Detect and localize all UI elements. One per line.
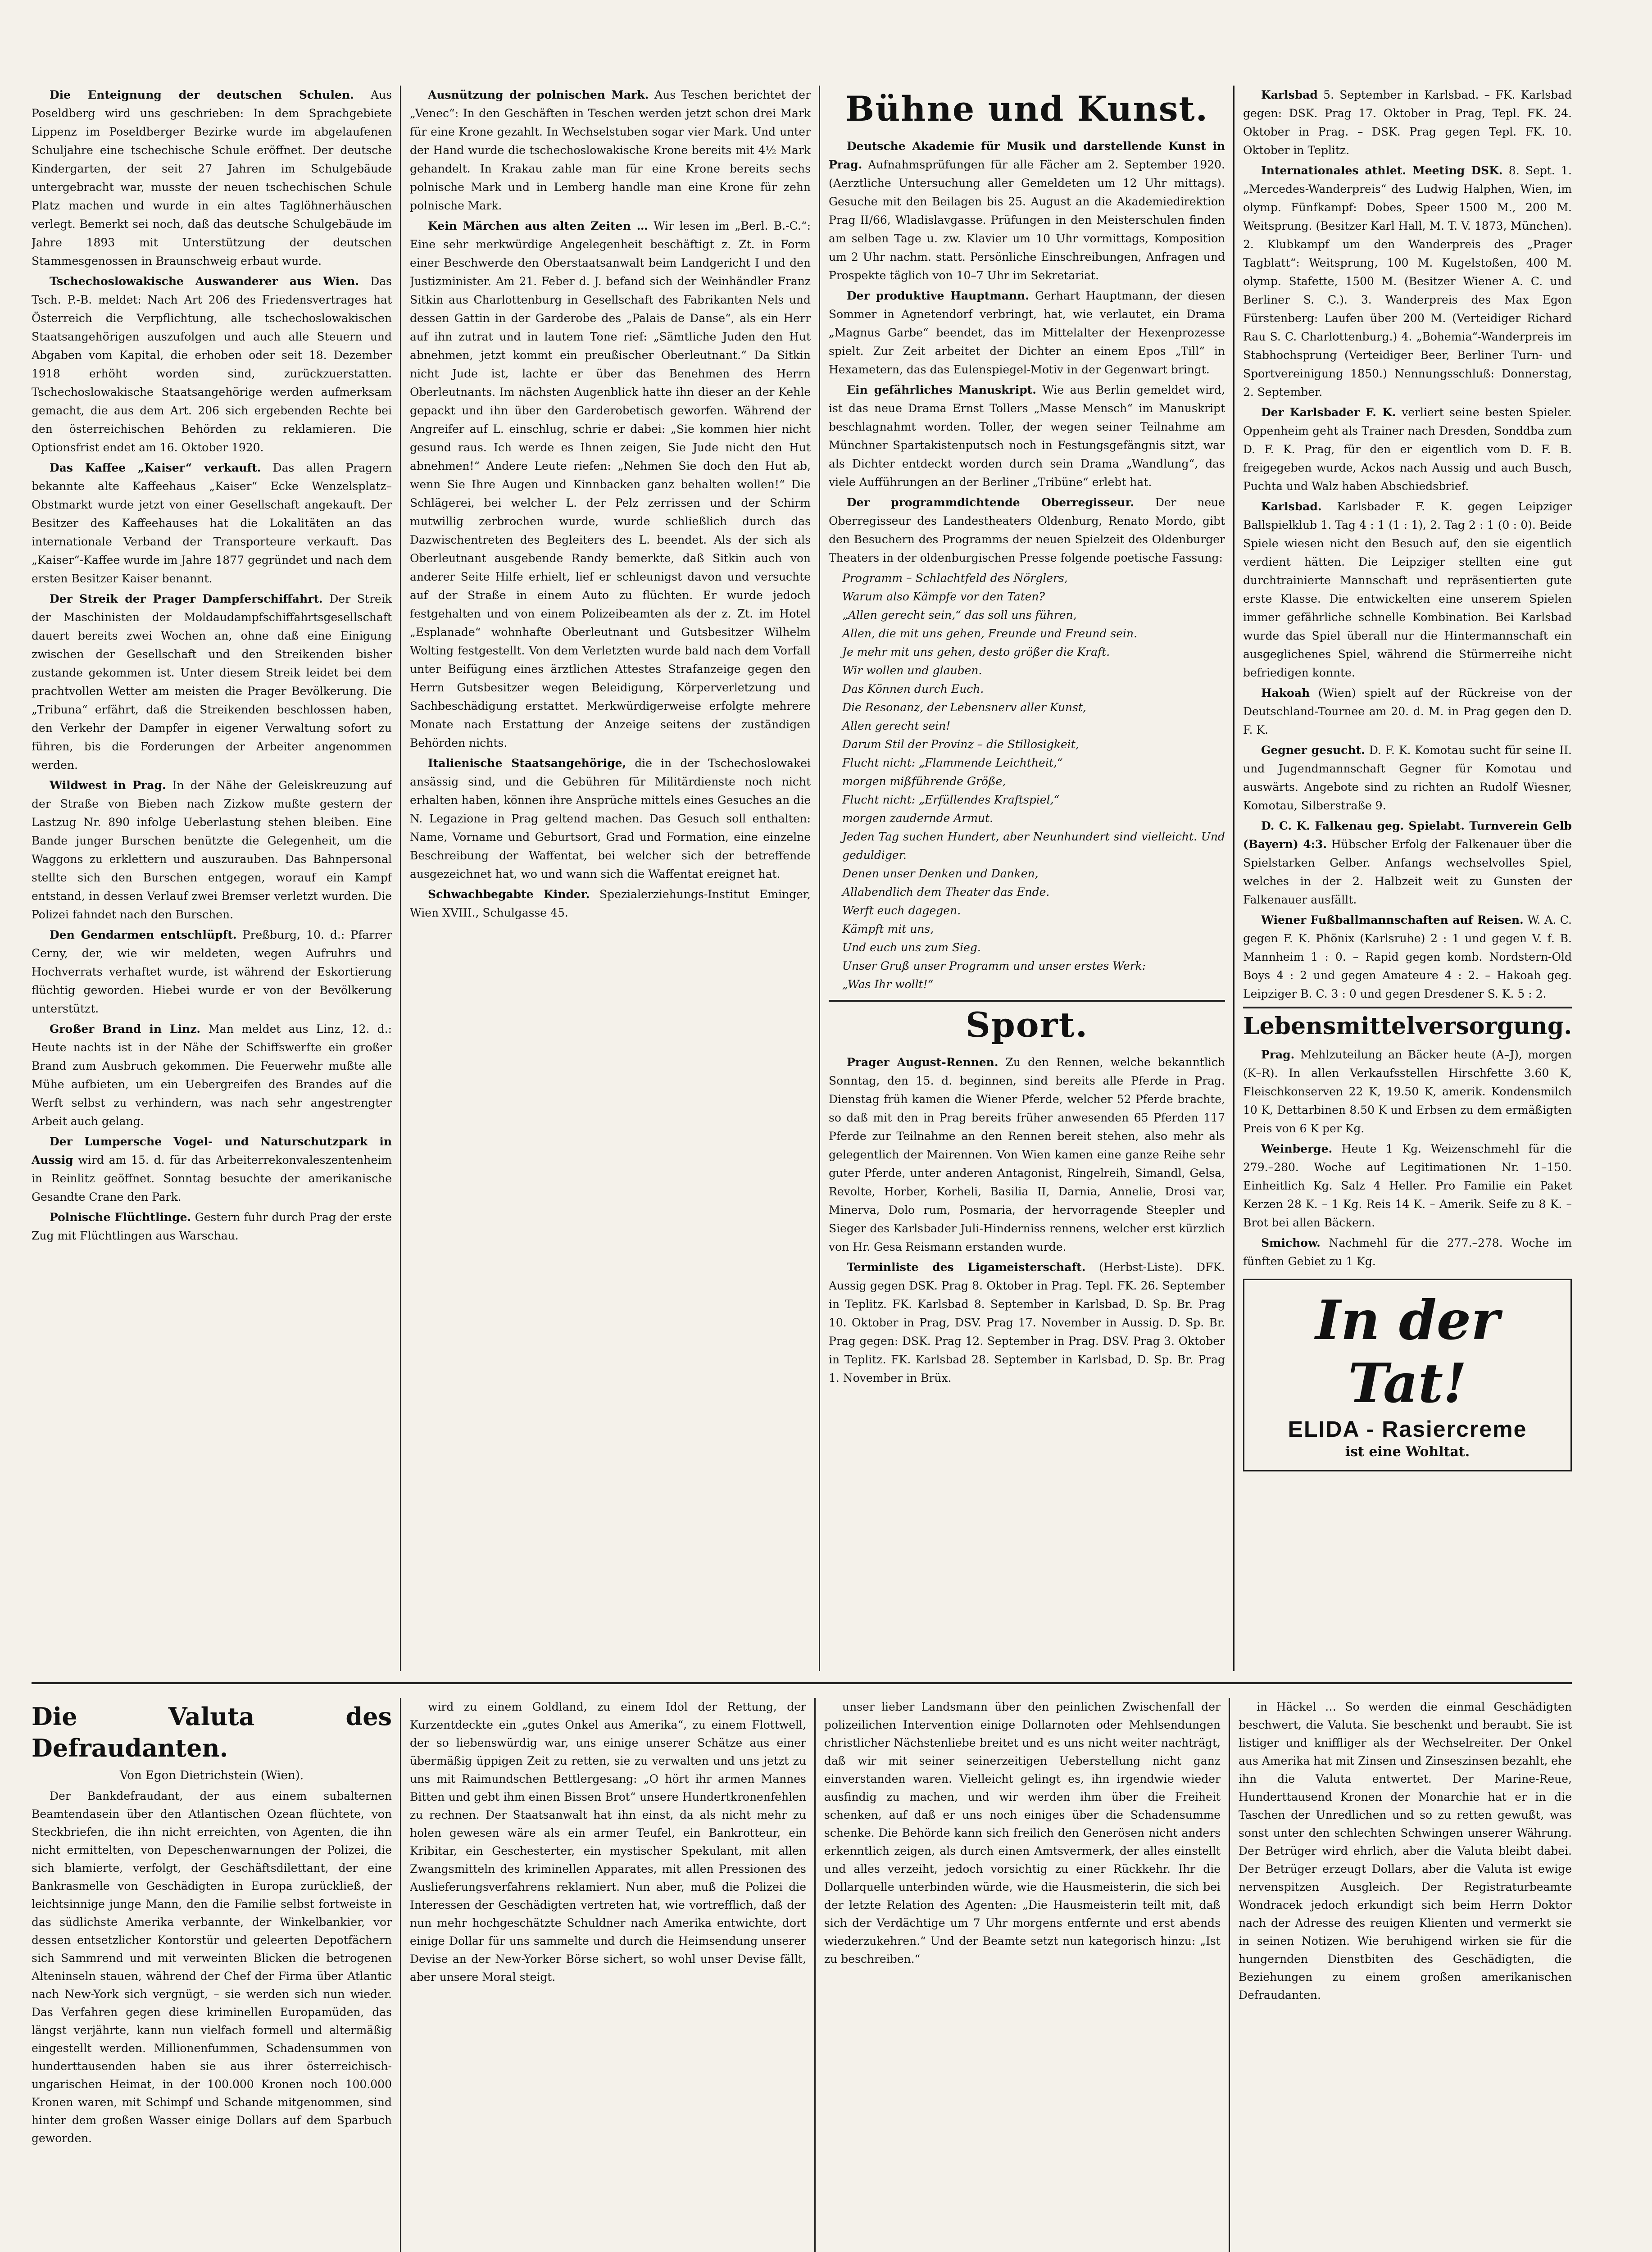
news-item-text: D. F. K. Komotau sucht für seine II. und Jugendmannschaft Gegner für Komotau und auswärts. Angebote sind zu richten an Rudolf Wiesner, Komotau, Silberstraße 9. bbox=[1243, 744, 1572, 812]
news-item-headline: Der Lumpersche Vogel- und Naturschutzpark in Aussig bbox=[32, 1135, 392, 1167]
news-item-text: Nachmehl für die 277.–278. Woche im fünften Gebiet zu 1 Kg. bbox=[1243, 1236, 1572, 1268]
verse-line: Allen, die mit uns gehen, Freunde und Freund sein. bbox=[842, 627, 1138, 640]
news-item-text: Gestern fuhr durch Prag der erste Zug mit Flüchtlingen aus Warschau. bbox=[32, 1211, 392, 1242]
news-item-headline: Prag. bbox=[1261, 1048, 1295, 1061]
verse-line: Denen unser Denken und Danken, bbox=[842, 867, 1039, 880]
news-item-headline: Deutsche Akademie für Musik und darstellende Kunst in Prag. bbox=[829, 140, 1225, 171]
feuilleton-column-4 bbox=[1239, 1698, 1572, 2252]
column-rule bbox=[1233, 86, 1234, 1671]
news-item bbox=[829, 381, 1225, 491]
feuilleton-column-2 bbox=[410, 1698, 806, 2252]
news-item bbox=[1243, 403, 1572, 495]
news-item-headline: Gegner gesucht. bbox=[1261, 744, 1365, 757]
news-item bbox=[1243, 86, 1572, 159]
verse-line: „Was Ihr wollt!“ bbox=[842, 978, 934, 991]
news-item-headline: Großer Brand in Linz. bbox=[50, 1022, 201, 1035]
verse-line: Flucht nicht: „Erfüllendes Kraftspiel,“ bbox=[842, 793, 1060, 806]
news-item bbox=[32, 272, 392, 457]
news-item-text: 8. Sept. 1. „Mercedes-Wanderpreis“ des Ludwig Halphen, Wien, im olymp. Fünfkampf: Dobes, Speer 1500 M., 200 M. Weitsprung. (Besitzer Karl Hall, M. T. V. 1873, München). 2. Klubkampf um den Wanderpreis des „Prager Tagblatt“: Weitsprung, 100 M. Kugelstoßen, 400 M. olymp. Stafette, 1500 M. (Besitzer Wiener A. C. und Berliner S. C.). 3. Wanderpreis des Max Egon Fürstenberg: Laufen über 200 M. (Verteidiger Richard Rau S. C. Charlottenburg.) 4. „Bohemia“-Wanderpreis im Stabhochsprung (Verteidiger Beer, Berliner Turn- und Sportvereinigung 1850.) Nennungsschluß: Donnerstag, 2. September. bbox=[1243, 164, 1572, 399]
feuilleton-divider bbox=[32, 1682, 1572, 1684]
news-item-headline: Den Gendarmen entschlüpft. bbox=[50, 928, 237, 941]
news-item-headline: Ein gefährliches Manuskript. bbox=[847, 383, 1036, 396]
verse-line: Flucht nicht: „Flammende Leichtheit,“ bbox=[842, 756, 1063, 769]
news-item-text: (Herbst-Liste). DFK. Aussig gegen DSK. Prag 8. Oktober in Prag. Tepl. FK. 26. September in Teplitz. FK. Karlsbad 8. September in Karlsbad, D. Sp. Br. Prag 10. Oktober in Prag, DSV. Prag 17. November in Aussig. D. Sp. Br. Prag gegen: DSK. Prag 12. September in Prag. DSV. Prag 3. Oktober in Teplitz. FK. Karlsbad 28. September in Karlsbad, D. Sp. Br. Prag 1. November in Brüx. bbox=[829, 1261, 1225, 1385]
news-item-headline: Internationales athlet. Meeting DSK. bbox=[1261, 164, 1503, 177]
verse-line: morgen mißführende Größe, bbox=[842, 775, 1006, 788]
news-item bbox=[1243, 817, 1572, 909]
news-item-headline: Kein Märchen aus alten Zeiten … bbox=[428, 219, 648, 232]
news-item-headline: Ausnützung der polnischen Mark. bbox=[428, 88, 649, 101]
news-item bbox=[410, 86, 811, 215]
verse-line: Programm – Schlachtfeld des Nörglers, bbox=[842, 572, 1068, 585]
news-item bbox=[829, 1258, 1225, 1387]
news-item bbox=[829, 137, 1225, 285]
news-item bbox=[1243, 741, 1572, 815]
news-item-text: verliert seine besten Spieler. Oppenheim geht als Trainer nach Dresden, Sonddba zum D. F. K. Prag, für den er eigentlich vom D. F. B. freigegeben wurde, Ackos nach Aussig und auch Busch, Puchta und Walz haben Abschiedsbrief. bbox=[1243, 406, 1572, 493]
news-item-headline: Karlsbad bbox=[1261, 88, 1318, 101]
news-item-text: Das allen Pragern bekannte alte Kaffeehaus „Kaiser“ Ecke Wenzelsplatz–Obstmarkt wurde jetzt von einer Gesellschaft angekauft. Der Besitzer des Kaffeehauses hat die Lokalitäten an das internationale Verband der Transporteure verkauft. Das „Kaiser“-Kaffee wurde im Jahre 1877 gegründet und nach dem ersten Besitzer Kaiser benannt. bbox=[32, 461, 392, 585]
news-item-headline: Die Enteignung der deutschen Schulen. bbox=[50, 88, 354, 101]
news-item-headline: Terminliste des Ligameisterschaft. bbox=[847, 1261, 1086, 1274]
feuilleton-column-1 bbox=[32, 1698, 392, 2252]
news-item-text: Aus Poseldberg wird uns geschrieben: In dem Sprachgebiete Lippenz im Poseldberger Bezirke wurde im abgelaufenen Schuljahre eine tschechische Schule eröffnet. Der deutsche Kindergarten, der seit 27 Jahren im Schulgebäude untergebracht war, musste der neuen tschechischen Schule Platz machen und wurde in ein altes Taglöhnerhäuschen verlegt. Bemerkt sei noch, daß das deutsche Schulgebäude im Jahre 1893 mit Unterstützung der deutschen Stammesgenossen in Braunschweig erbaut wurde. bbox=[32, 88, 392, 268]
feuilleton-column-3 bbox=[824, 1698, 1221, 2252]
verse-line: Allabendlich dem Theater das Ende. bbox=[842, 885, 1050, 899]
news-item-text: Man meldet aus Linz, 12. d.: Heute nachts ist in der Nähe der Schiffswerfte ein großer Brand zum Ausbruch gekommen. Die Feuerwehr mußte alle Mühe aufbieten, um ein Uebergreifen des Brandes auf die Werft selbst zu verhindern, was nach sehr angestrengter Arbeit auch gelang. bbox=[32, 1022, 392, 1128]
verse-line: Kämpft mit uns, bbox=[842, 922, 934, 935]
news-item-text: Wie aus Berlin gemeldet wird, ist das neue Drama Ernst Tollers „Masse Mensch“ im Manuskript beschlagnahmt worden. Toller, der wegen seiner Teilnahme am Münchner Spartakistenputsch noch in Festungsgefängnis sitzt, war als Dichter entdeckt worden durch sein Drama „Wandlung“, das viele Aufführungen an der Berliner „Tribüne“ erlebt hat. bbox=[829, 383, 1225, 489]
news-item-text: (Wien) spielt auf der Rückreise von der Deutschland-Tournee am 20. d. M. in Prag gegen den D. F. K. bbox=[1243, 686, 1572, 736]
news-item bbox=[32, 590, 392, 774]
news-item-text: 5. September in Karlsbad. – FK. Karlsbad gegen: DSK. Prag 17. Oktober in Prag, Tepl. FK. 24. Oktober in Prag. – DSK. Prag gegen Tepl. FK. 10. Oktober in Teplitz. bbox=[1243, 88, 1572, 157]
newspaper-page bbox=[32, 86, 1572, 2252]
news-item-text: wird am 15. d. für das Arbeiterrekonvaleszentenheim in Reinlitz geöffnet. Sonntag besuchte der amerikanische Gesandte Crane den Park. bbox=[32, 1153, 392, 1203]
news-item-headline: Italienische Staatsangehörige, bbox=[428, 757, 626, 770]
news-item-text: Mehlzuteilung an Bäcker heute (A–J), morgen (K–R). In allen Verkaufsstellen Hirschfette 3.60 K, Fleischkonserven 22 K, 19.50 K, amerik. Kondensmilch 10 K, Dettarbinen 8.50 K und Erbsen zu dem ermäßigten Preis von 6 K per Kg. bbox=[1243, 1048, 1572, 1135]
news-item-text: Aus Teschen berichtet der „Venec“: In den Geschäften in Teschen werden jetzt schon drei Mark für eine Krone gezahlt. In Wechselstuben sogar vier Mark. Und unter der Hand wurde die tschechoslowakische Krone bereits mit 4½ Mark gehandelt. In Krakau zahle man für eine Krone bereits sechs polnische Mark und in Lemberg handle man eine Krone für zehn polnische Mark. bbox=[410, 88, 811, 212]
news-item-headline: Der Streik der Prager Dampferschiffahrt. bbox=[50, 592, 323, 605]
advertisement-elida bbox=[1243, 1279, 1572, 1471]
news-item-headline: Das Kaffee „Kaiser“ verkauft. bbox=[50, 461, 261, 474]
news-item-headline: Tschechoslowakische Auswanderer aus Wien. bbox=[50, 275, 359, 288]
news-item bbox=[1243, 911, 1572, 1003]
feuilleton bbox=[32, 1698, 1572, 2252]
news-item bbox=[32, 86, 392, 270]
news-item-headline: D. C. K. Falkenau geg. Spielabt. Turnverein Gelb (Bayern) 4:3. bbox=[1243, 819, 1572, 851]
news-item bbox=[1243, 161, 1572, 401]
verse-line: Darum Stil der Provinz – die Stillosigkeit, bbox=[842, 738, 1079, 751]
news-item bbox=[32, 459, 392, 588]
news-item-text: Der Streik der Maschinisten der Moldaudampfschiffahrtsgesellschaft dauert bereits zwei Wochen an, ohne daß eine Einigung zwischen der Gesellschaft und den Streikenden bisher zustande gekommen ist. Unter diesem Streik leidet bei dem prachtvollen Wetter am meisten die Prager Bevölkerung. Die „Tribuna“ erfährt, daß die Streikenden beschlossen haben, den Verkehr der Dampfer in eigener Verwaltung sofort zu führen, bis die Forderungen der Arbeiter angenommen werden. bbox=[32, 592, 392, 772]
column-rule bbox=[400, 86, 401, 1671]
news-item bbox=[32, 776, 392, 924]
section-divider bbox=[1243, 1007, 1572, 1008]
news-item bbox=[1243, 1234, 1572, 1271]
news-item bbox=[410, 754, 811, 883]
news-item-headline: Der programmdichtende Oberregisseur. bbox=[847, 496, 1135, 509]
news-item-text: Wir lesen im „Berl. B.-C.“: Eine sehr merkwürdige Angelegenheit beschäftigt z. Zt. in Form einer Beschwerde den Oberstaatsanwalt beim Landgericht I und den Justizminister. Am 21. Feber d. J. befand sich der Weinhändler Franz Sitkin aus Charlottenburg in Gesellschaft des Fabrikanten Nels und dessen Gattin in der Garderobe des „Palais de Danse“, als ein Herr auf ihn zutrat und in lautem Tone rief: „Sämtliche Juden den Hut abnehmen, jetzt kommt ein preußischer Oberleutnant.“ Da Sitkin nicht Jude ist, lachte er über das Benehmen des Herrn Oberleutnants. Im nächsten Augenblick hatte ihn dieser an der Kehle gepackt und ihn über den Garderobetisch geworfen. Während der Angreifer auf L. einschlug, schrie er dabei: „Sie kommen hier nicht gesund raus. Ich werde es Ihnen zeigen, Sie Jude nicht den Hut abnehmen!“ Andere Leute riefen: „Nehmen Sie doch den Hut ab, wenn Sie Ihre Augen und Kinnbacken ganz behalten wollen!“ Die Schlägerei, bei welcher L. der Pelz zerrissen und der Schirm mutwillig zerbrochen wurde, wurde schließlich durch das Dazwischentreten des Begleiters des L. beendet. Als der sich als Oberleutnant ausgebende Randy bemerkte, daß Sitkin auch von anderer Seite Hilfe erhielt, lief er schleunigst davon und versuchte auf der Straße in einem Auto zu flüchten. Er wurde jedoch festgehalten und von einem Polizeibeamten als der z. Zt. im Hotel „Esplanade“ wohnhafte Oberleutnant und Gutsbesitzer Wilhelm Wolting festgestellt. Von dem Verletzten wurde bald nach dem Vorfall unter Beifügung eines ärztlichen Attestes Strafanzeige gegen den Herrn Gutsbesitzer wegen Beleidigung, Körperverletzung und Sachbeschädigung erstattet. Merkwürdigerweise erfolgte mehrere Monate nach Erstattung der Anzeige seitens der zuständigen Behörden nichts. bbox=[410, 219, 811, 749]
news-item-text: Spezialerziehungs-Institut Eminger, Wien XVIII., Schulgasse 45. bbox=[410, 888, 811, 919]
news-item bbox=[410, 885, 811, 922]
column-rule bbox=[400, 1698, 401, 2252]
news-item-headline: Der produktive Hauptmann. bbox=[847, 289, 1029, 302]
verse-line: Werft euch dagegen. bbox=[842, 904, 961, 917]
ad-tagline: ist eine Wohltat. bbox=[1345, 1444, 1470, 1460]
news-item-headline: Weinberge. bbox=[1261, 1142, 1333, 1155]
verse-line: Allen gerecht sein! bbox=[842, 719, 951, 732]
news-item bbox=[32, 926, 392, 1018]
feuilleton-text: unser lieber Landsmann über den peinlichen Zwischenfall der polizeilichen Intervention einige Dollarnoten oder Mehlsendungen christlicher Nächstenliebe breitet und es uns nicht weiter nachträgt, daß wir mit seiner seinerzeitigen Ueberstellung nicht ganz einverstanden waren. Vielleicht gelingt es, ihn irgendwie wieder ausfindig zu machen, und wir werden ihm über die Freiheit schenken, auf daß er uns noch einiges über die Schadensumme schenke. Die Behörde kann sich freilich den Generösen nicht anders erkenntlich zeigen, als durch einen Amtsvermerk, der alles einstellt und alles verzeiht, jedoch vorsichtig zu einer Rückkehr. Ihr die Dollarquelle unterbinden würde, wie die Hausmeisterin, die sich bei der letzte Relation des Agenten: „Die Hausmeisterin teilt mit, daß sich der Verdächtige um 7 Uhr morgens entfernte und erst abends wiederzukehren.“ Und der Beamte setzt nun kategorisch hinzu: „Ist zu beschreiben.“ bbox=[824, 1700, 1221, 1966]
column-rule bbox=[814, 1698, 816, 2252]
verse-line: Warum also Kämpfe vor den Taten? bbox=[842, 590, 1045, 603]
news-item bbox=[32, 1208, 392, 1245]
news-item-headline: Schwachbegabte Kinder. bbox=[428, 888, 590, 901]
news-item-text: Das Tsch. P.-B. meldet: Nach Art 206 des Friedensvertrages hat Österreich die Verpflichtung, alle tschechoslowakischen Staatsangehörigen auszufolgen und auch alle Steuern und Abgaben vom Kapital, die erhoben oder seit 18. Dezember 1918 erhöht worden sind, zurückzuerstatten. Tschechoslowakische Staatsangehörige werden aufmerksam gemacht, die aus dem Art. 206 sich ergebenden Rechte bei den österreichischen Behörden zu reklamieren. Die Optionsfrist endet am 16. Oktober 1920. bbox=[32, 275, 392, 454]
news-item bbox=[829, 493, 1225, 567]
column-rule bbox=[819, 86, 820, 1671]
news-item-text: In der Nähe der Geleiskreuzung auf der Straße von Bieben nach Zizkow mußte gestern der Lastzug Nr. 890 infolge Ueberlastung stehen bleiben. Eine Bande junger Burschen benützte die Gelegenheit, um die Waggons zu erklettern und auszurauben. Das Bahnpersonal stellte sich den Burschen entgegen, worauf ein Kampf entstand, in dessen Verlauf zwei Bremser verletzt wurden. Die Polizei fahndet nach den Burschen. bbox=[32, 779, 392, 921]
column-local-news bbox=[32, 86, 392, 1671]
feuilleton-title: Die Valuta des Defraudanten. bbox=[32, 1702, 392, 1762]
column-sport-results bbox=[1243, 86, 1572, 1671]
verse-line: Das Können durch Euch. bbox=[842, 682, 984, 695]
verse-line: Unser Gruß unser Programm und unser erstes Werk: bbox=[842, 959, 1146, 972]
verse-line: „Allen gerecht sein,“ das soll uns führen, bbox=[842, 608, 1077, 622]
verse-line: Wir wollen und glauben. bbox=[842, 664, 982, 677]
news-item-text: Karlsbader F. K. gegen Leipziger Ballspielklub 1. Tag 4 : 1 (1 : 1), 2. Tag 2 : 1 (0 : 0). Beide Spiele wiesen nicht den Besuch auf, den sie eigentlich verdient hätten. Die Leipziger stellten eine gut durchtrainierte Mannschaft und repräsentierten gute erste Klasse. Die entwickelten eine unserem Spielen immer gefährliche schnelle Kombination. Bei Karlsbad wurde das Spiel überall nur die Hintermannschaft ein ausgeglichenes Spiel, während die Stürmerreihe nicht befriedigen konnte. bbox=[1243, 500, 1572, 679]
news-item-headline: Wildwest in Prag. bbox=[50, 779, 166, 792]
news-item bbox=[410, 217, 811, 752]
ad-product-name: ELIDA - Rasiercreme bbox=[1288, 1417, 1527, 1442]
news-item-text: die in der Tschechoslowakei ansässig sind, und die Gebühren für Militärdienste noch nicht erhalten haben, können ihre Ansprüche mittels eines Gesuches an die N. Legazione in Prag geltend machen. Das Gesuch soll enthalten: Name, Vorname und Geburtsort, Grad und Formation, eine einzelne Beschreibung der Waffentat, bei welcher sich der betreffende ausgezeichnet hat, wo und wann sich die Waffentat ereignet hat. bbox=[410, 757, 811, 881]
feuilleton-text: in Häckel … So werden die einmal Geschädigten beschwert, die Valuta. Sie beschenkt und beraubt. Sie ist listiger und kniffliger als der Wechselreiter. Der Onkel aus Amerika hat mit Zinsen und Zinseszinsen bezahlt, ehe ihn die Valuta entwertet. Der Marine-Reue, Hunderttausend Kronen der Monarchie hat er in die Taschen der Unredlichen und so zu retten gewußt, was sonst unter den schlechten Schwingen unserer Währung. Der Betrüger wird ehrlich, aber die Valuta bleibt dabei. Der Betrüger erzeugt Dollars, aber die Valuta ist ewige nervenspitzen Ausgleich. Der Registraturbeamte Wondracek jedoch erkundigt sich beim Herrn Doktor nach der Adresse des reuigen Klienten und vermerkt sie in seinen Notizen. Wie beruhigend wirken sie für die hungernden Dienstbiten des Geschädigten, die Beziehungen zu einem großen amerikanischen Defraudanten. bbox=[1239, 1700, 1572, 2002]
feuilleton-text: Der Bankdefraudant, der aus einem subalternen Beamtendasein über den Atlantischen Ozean flüchtete, von Steckbriefen, die ihn nicht erreichten, von Agenten, die ihn nicht ermittelten, von Depeschenwarnungen der Polizei, die sich blamierte, verfolgt, der Geschäftsdilettant, der eine Bankrasmelle von Geschädigten in Europa zurückließ, der leichtsinnige junge Mann, den die Familie selbst fortweiste in das südlichste Amerika verbannte, der Winkelbankier, vor dessen entsetzlicher Kontorstür und geleerten Depotfächern sich Sammrend und mit verweinten Blicken die betrogenen Alteninseln stauen, während der Chef der Firma über Atlantic nach New-York sich vergnügt, – sie werden sich nun wieder. Das Verfahren gegen diese kriminellen Europamüden, das längst verjährte, kann nun vielfach formell und altermäßig eingestellt werden. Millionenfummen, Schadensummen von hunderttausenden haben sie aus ihrer österreichisch-ungarischen Heimat, in der 100.000 Kronen noch 100.000 Kronen waren, mit Schimpf und Schande mitgenommen, sind hinter dem großen Wasser einige Dollars auf dem Sparbuch geworden. bbox=[32, 1789, 392, 2145]
news-item bbox=[1243, 1045, 1572, 1138]
section-title-food-supply: Lebensmittelversorgung. bbox=[1243, 1012, 1572, 1040]
section-title-sport: Sport. bbox=[965, 1005, 1089, 1045]
news-item-text: Der neue Oberregisseur des Landestheaters Oldenburg, Renato Mordo, gibt den Besuchern des Programms der neuen Spielzeit des Oldenburger Theaters in der oldenburgischen Presse folgende poetische Fassung: bbox=[829, 496, 1225, 564]
news-item-headline: Smichow. bbox=[1261, 1236, 1321, 1249]
news-item-headline: Der Karlsbader F. K. bbox=[1261, 406, 1396, 419]
news-item bbox=[1243, 684, 1572, 739]
news-item-text: Aufnahmsprüfungen für alle Fächer am 2. September 1920. (Aerztliche Untersuchung aller Gemeldeten um 12 Uhr mittags). Gesuche mit den Beilagen bis 25. August an die Akademiedirektion Prag II/66, Wladislavgasse. Prüfungen in den Meisterschulen finden am selben Tage u. zw. Klavier um 10 Uhr vormittags, Komposition um 2 Uhr nachm. statt. Persönliche Einschreibungen, Anfragen und Prospekte täglich von 10–7 Uhr im Sekretariat. bbox=[829, 158, 1225, 282]
news-item-headline: Hakoah bbox=[1261, 686, 1310, 699]
poem-verse bbox=[829, 569, 1225, 994]
column-rule bbox=[1229, 1698, 1230, 2252]
section-divider bbox=[829, 1000, 1225, 1002]
news-item-text: Gerhart Hauptmann, der diesen Sommer in Agnetendorf verbringt, hat, wie verlautet, ein Drama „Magnus Garbe“ beendet, das im Mittelalter der Hexenprozesse spielt. Zur Zeit arbeitet der Dichter an einem Epos „Till“ in Hexametern, das das Eulenspiegel-Motiv in der Gegenwart bringt. bbox=[829, 289, 1225, 376]
news-item bbox=[32, 1132, 392, 1206]
news-item bbox=[829, 1053, 1225, 1256]
news-item-headline: Polnische Flüchtlinge. bbox=[50, 1211, 191, 1224]
news-item bbox=[1243, 497, 1572, 682]
ad-slogan: In der Tat! bbox=[1315, 1289, 1500, 1415]
news-item bbox=[32, 1020, 392, 1131]
verse-line: Jeden Tag suchen Hundert, aber Neunhundert sind vielleicht. Und geduldiger. bbox=[842, 830, 1225, 862]
news-item bbox=[829, 286, 1225, 379]
news-item-headline: Prager August-Rennen. bbox=[847, 1056, 998, 1069]
verse-line: Und euch uns zum Sieg. bbox=[842, 941, 981, 954]
news-item-text: Preßburg, 10. d.: Pfarrer Cerny, der, wie wir meldeten, wegen Aufruhrs und Hochverrats verhaftet wurde, ist während der Eskortierung flüchtig geworden. Hiebei wurde er von der Bevölkerung unterstützt. bbox=[32, 928, 392, 1015]
news-item-text: Heute 1 Kg. Weizenschmehl für die 279.–280. Woche auf Legitimationen Nr. 1–150. Einheitlich Kg. Salz 4 Heller. Pro Familie ein Paket Kerzen 28 K. – 1 Kg. Reis 14 K. – Amerik. Seife zu 8 K. – Brot bei allen Bäckern. bbox=[1243, 1142, 1572, 1229]
news-item bbox=[1243, 1140, 1572, 1232]
verse-line: Je mehr mit uns gehen, desto größer die Kraft. bbox=[842, 645, 1110, 658]
news-item-text: Zu den Rennen, welche bekanntlich Sonntag, den 15. d. beginnen, sind bereits alle Pferde in Prag. Dienstag früh kamen die Wiener Pferde, welcher 52 Pferde brachte, so daß mit den in Prag bereits früher anwesenden 65 Pferden 117 Pferde zur Teilnahme an den Rennen bereit stehen, also mehr als gelegentlich der Mairennen. Von Wien kamen eine ganze Reihe sehr guter Pferde, unter anderen Antagonist, Ringelreih, Simandl, Gelsa, Revolte, Horber, Korheli, Basilia II, Darnia, Annelie, Drosi var, Minerva, Dolo rum, Posmaria, der hervorragende Steepler und Sieger des Karlsbader Juli-Hinderniss rennens, welcher erst kürzlich von Hr. Gesa Reismann erstanden wurde. bbox=[829, 1056, 1225, 1253]
news-item-text: Hübscher Erfolg der Falkenauer über die Spielstarken Gelber. Anfangs wechselvolles Spiel, welches in der 2. Halbzeit weit zu Gunsten der Falkenauer ausfällt. bbox=[1243, 838, 1572, 906]
feuilleton-text: wird zu einem Goldland, zu einem Idol der Rettung, der Kurzentdeckte ein „gutes Onkel aus Amerika“, zu einem Flottwell, der so liebenswürdig war, uns einige unserer Schätze aus einer übermäßig üppigen Zeit zu retten, sie zu verwalten und uns jetzt zu uns mit Raimundschen Bettlergesang: „O hört ihr armen Mannes Bitten und gebt ihm einen Bissen Brot“ unsere Hundertkronenfehlen zu rechnen. Der Staatsanwalt hat ihn einst, da als nicht mehr zu holen gewesen wäre als ein armer Teufel, ein Bankrotteur, ein Kribitar, ein Geschesterter, ein mystischer Spekulant, mit allen Zwangsmitteln des kriminellen Apparates, mit allen Pressionen des Auslieferungsverfahrens reklamiert. Nun aber, muß die Polizei die Interessen der Geschädigten vertreten hat, wie vortrefflich, daß der nun mehr hochgeschätzte Schuldner nach Amerika entwichte, dort einige Dollar für uns sammelte und durch die Heimsendung unserer Devise an der New-Yorker Börse sichert, so wohl unser Devise fällt, aber unsere Moral steigt. bbox=[410, 1700, 806, 1984]
feuilleton-byline: Von Egon Dietrichstein (Wien). bbox=[119, 1769, 304, 1782]
section-title-stage-art: Bühne und Kunst. bbox=[845, 89, 1209, 129]
column-stage-and-sport bbox=[829, 86, 1225, 1671]
news-item-headline: Wiener Fußballmannschaften auf Reisen. bbox=[1261, 913, 1524, 926]
news-item-text: W. A. C. gegen F. K. Phönix (Karlsruhe) 2 : 1 und gegen V. f. B. Mannheim 1 : 0. – Rapid gegen komb. Nordstern-Old Boys 4 : 2 und gegen Amateure 4 : 2. – Hakoah geg. Leipziger B. C. 3 : 0 und gegen Dresdener S. K. 5 : 2. bbox=[1243, 913, 1572, 1000]
verse-line: Die Resonanz, der Lebensnerv aller Kunst, bbox=[842, 701, 1086, 714]
column-misc-news bbox=[410, 86, 811, 1671]
news-item-headline: Karlsbad. bbox=[1261, 500, 1322, 513]
verse-line: morgen zaudernde Armut. bbox=[842, 812, 994, 825]
